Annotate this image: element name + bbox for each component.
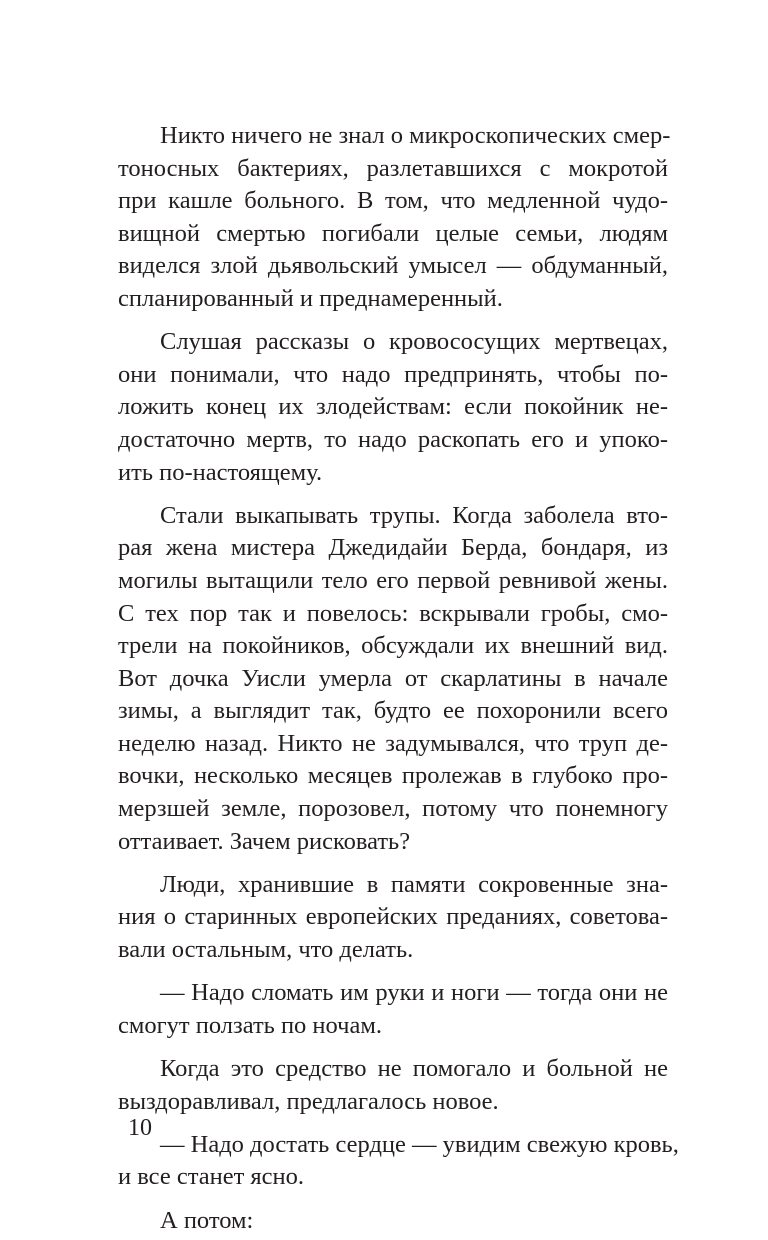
text-line: при кашле больного. В том, что медленной чудо- <box>118 187 668 215</box>
paragraph-spacing <box>118 1194 668 1205</box>
text-line: А потом: <box>160 1206 254 1234</box>
text-line: ложить конец их злодействам: если покойник не- <box>118 393 668 421</box>
text-line: и все станет ясно. <box>118 1163 305 1191</box>
paragraph <box>118 869 668 967</box>
text-line: вищной смертью погибали целые семьи, людям <box>118 219 668 247</box>
body-text <box>118 120 679 1237</box>
text-line: они понимали, что надо предпринять, чтобы по- <box>118 360 668 388</box>
text-line: трели на покойников, обсуждали их внешний вид. <box>118 632 668 660</box>
paragraph-spacing <box>118 1118 668 1129</box>
text-line: ния о старинных европейских преданиях, советова- <box>118 903 668 931</box>
paragraph-spacing <box>118 316 668 327</box>
text-line: виделся злой дьявольский умысел — обдуманный, <box>118 252 668 280</box>
paragraph <box>118 1205 668 1238</box>
text-line: Люди, хранившие в памяти сокровенные зна- <box>160 870 668 898</box>
text-line: Слушая рассказы о кровососущих мертвецах, <box>160 328 668 356</box>
text-line: неделю назад. Никто не задумывался, что труп де- <box>118 729 668 757</box>
page-number: 10 <box>128 1115 152 1141</box>
paragraph-spacing <box>118 1042 668 1053</box>
text-line: — Надо достать сердце — увидим свежую кровь, <box>160 1130 679 1158</box>
paragraph-spacing <box>118 489 668 500</box>
text-line: рая жена мистера Джедидайи Берда, бондаря, из <box>118 534 668 562</box>
text-line: вали остальным, что делать. <box>118 936 414 964</box>
text-line: ить по-настоящему. <box>118 458 323 486</box>
paragraph-spacing <box>118 858 668 869</box>
paragraph-spacing <box>118 967 668 978</box>
text-line: тоносных бактериях, разлетавшихся с мокротой <box>118 154 668 182</box>
text-line: зимы, а выглядит так, будто ее похоронили всего <box>118 697 668 725</box>
text-line: оттаивает. Зачем рисковать? <box>118 827 411 855</box>
dialogue-paragraph <box>118 1129 679 1194</box>
dialogue-paragraph <box>118 977 668 1042</box>
paragraph <box>118 1053 668 1118</box>
paragraph <box>118 500 668 859</box>
text-line: С тех пор так и повелось: вскрывали гробы, смо- <box>118 599 668 627</box>
paragraph <box>118 326 668 489</box>
text-line: мерзшей земле, порозовел, потому что понемногу <box>118 795 668 823</box>
text-line: — Надо сломать им руки и ноги — тогда они не <box>160 979 668 1007</box>
text-line: могилы вытащили тело его первой ревнивой жены. <box>118 566 668 594</box>
text-line: Никто ничего не знал о микроскопических смер- <box>160 122 671 149</box>
text-line: вочки, несколько месяцев пролежав в глубоко про- <box>118 762 668 790</box>
paragraph <box>118 120 671 316</box>
text-line: выздоравливал, предлагалось новое. <box>118 1087 499 1115</box>
text-line: спланированный и преднамеренный. <box>118 284 503 312</box>
text-line: смогут ползать по ночам. <box>118 1011 382 1039</box>
text-line: Вот дочка Уисли умерла от скарлатины в начале <box>118 664 668 692</box>
text-line: Стали выкапывать трупы. Когда заболела вто- <box>160 501 668 529</box>
text-line: достаточно мертв, то надо раскопать его и упоко- <box>118 425 668 453</box>
text-line: Когда это средство не помогало и больной не <box>160 1055 668 1082</box>
